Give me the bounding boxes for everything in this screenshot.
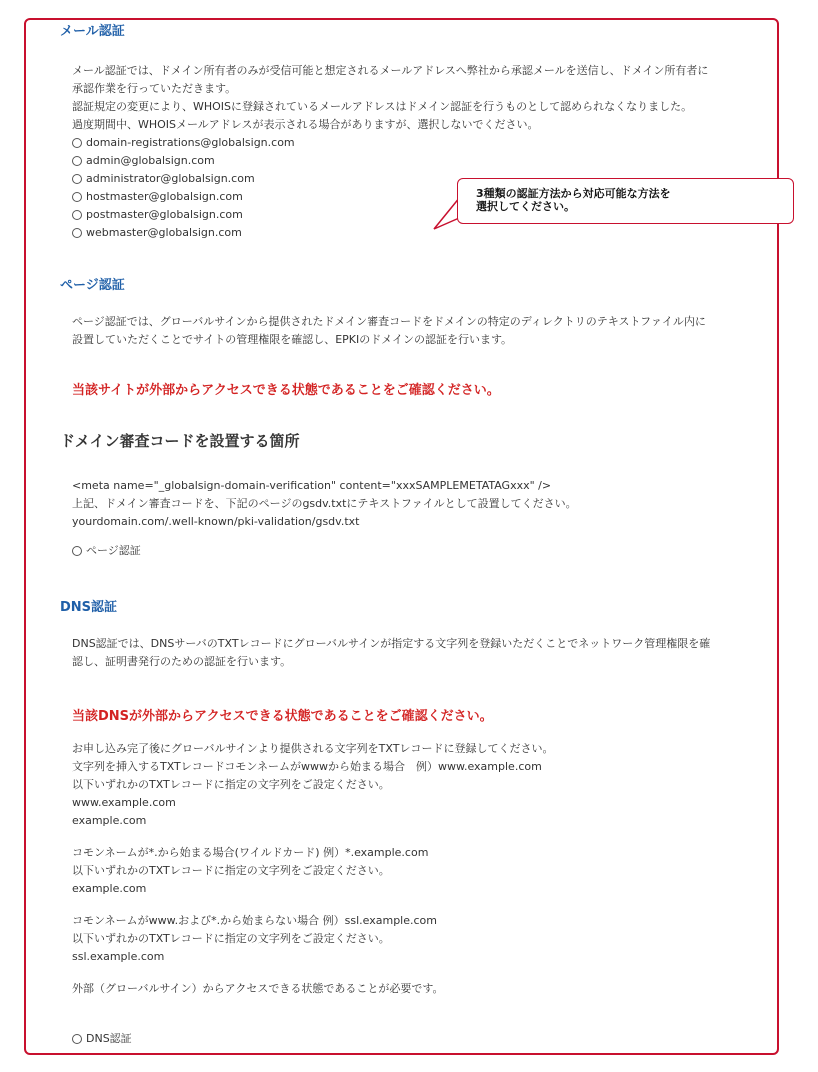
dns-instructions <box>72 740 772 998</box>
page-verification-radio[interactable] <box>72 542 141 560</box>
dns-b3-l2: 以下いずれかのTXTレコードに指定の文字列をご設定ください。 <box>72 932 390 945</box>
dns-desc-1: DNS認証では、DNSサーバのTXTレコードにグローバルサインが指定する文字列を登録いただくことでネットワーク管理権限を確 <box>72 637 711 650</box>
email-option-label: domain-registrations@globalsign.com <box>86 136 295 149</box>
email-option-label: admin@globalsign.com <box>86 154 215 167</box>
page-section <box>60 274 125 293</box>
page-section-title: ページ認証 <box>60 278 125 293</box>
email-option-label: administrator@globalsign.com <box>86 172 255 185</box>
radio-icon[interactable] <box>72 210 82 220</box>
dns-alert <box>72 705 493 724</box>
email-option-radio[interactable] <box>72 224 772 242</box>
email-option-radio[interactable] <box>72 152 772 170</box>
email-section-title: メール認証 <box>60 24 125 39</box>
page-alert <box>72 379 500 398</box>
email-option-label: hostmaster@globalsign.com <box>86 190 243 203</box>
callout-line-2: 選択してください。 <box>476 200 575 213</box>
dns-radio-row[interactable] <box>72 1030 132 1048</box>
dns-b2-l1: コモンネームが*.から始まる場合(ワイルドカード) 例）*.example.com <box>72 846 429 859</box>
dns-b3-l3: ssl.example.com <box>72 950 165 963</box>
radio-icon[interactable] <box>72 192 82 202</box>
dns-section <box>60 596 117 615</box>
callout-line-1: 3種類の認証方法から対応可能な方法を <box>476 187 671 200</box>
radio-icon[interactable] <box>72 228 82 238</box>
email-desc-4: 過度期間中、WHOISメールアドレスが表示される場合がありますが、選択しないでください。 <box>72 118 539 131</box>
dns-b1-l2: 文字列を挿入するTXTレコードコモンネームがwwwから始まる場合 例）www.example.com <box>72 760 542 773</box>
email-desc-3: 認証規定の変更により、WHOISに登録されているメールアドレスはドメイン認証を行うものとして認められなくなりました。 <box>72 100 693 113</box>
radio-icon[interactable] <box>72 138 82 148</box>
page-radio-row[interactable] <box>72 542 141 560</box>
dns-section-title: DNS認証 <box>60 600 118 615</box>
radio-icon[interactable] <box>72 156 82 166</box>
dns-verification-radio[interactable] <box>72 1030 132 1048</box>
page-desc-1: ページ認証では、グローバルサインから提供されたドメイン審査コードをドメインの特定のディレクトリのテキストファイル内に <box>72 315 706 328</box>
page-alert-text: 当該サイトが外部からアクセスできる状態であることをご確認ください。 <box>72 383 500 398</box>
dns-b2-l2: 以下いずれかのTXTレコードに指定の文字列をご設定ください。 <box>72 864 390 877</box>
radio-icon[interactable] <box>72 174 82 184</box>
callout-box <box>457 178 794 224</box>
page-section-body <box>72 313 772 349</box>
dns-note: 外部（グローバルサイン）からアクセスできる状態であることが必要です。 <box>72 982 444 995</box>
dns-alert-text: 当該DNSが外部からアクセスできる状態であることをご確認ください。 <box>72 709 493 724</box>
dns-radio-label: DNS認証 <box>86 1032 132 1045</box>
dns-b1-l1: お申し込み完了後にグローバルサインより提供される文字列をTXTレコードに登録してください。 <box>72 742 554 755</box>
page-code-1: <meta name="_globalsign-domain-verification" content="xxxSAMPLEMETATAGxxx" /> <box>72 479 552 492</box>
radio-icon[interactable] <box>72 1034 82 1044</box>
page-code-block <box>72 477 772 531</box>
page-subtitle <box>60 430 300 451</box>
dns-b1-l3: 以下いずれかのTXTレコードに指定の文字列をご設定ください。 <box>72 778 390 791</box>
dns-b3-l1: コモンネームがwww.および*.から始まらない場合 例）ssl.example.com <box>72 914 437 927</box>
dns-section-body <box>72 635 782 671</box>
page-code-2: 上記、ドメイン審査コードを、下記のページのgsdv.txtにテキストファイルとして設置してください。 <box>72 497 577 510</box>
dns-b1-l4: www.example.com <box>72 796 176 809</box>
dns-b1-l5: example.com <box>72 814 147 827</box>
dns-desc-2: 認し、証明書発行のための認証を行います。 <box>72 655 292 668</box>
email-option-radio[interactable] <box>72 134 772 152</box>
radio-icon[interactable] <box>72 546 82 556</box>
email-option-label: postmaster@globalsign.com <box>86 208 243 221</box>
email-option-label: webmaster@globalsign.com <box>86 226 242 239</box>
email-desc-1: メール認証では、ドメイン所有者のみが受信可能と想定されるメールアドレスへ弊社から承認メールを送信し、ドメイン所有者に <box>72 64 709 77</box>
page-subtitle-text: ドメイン審査コードを設置する箇所 <box>60 432 300 450</box>
dns-b2-l3: example.com <box>72 882 147 895</box>
page-desc-2: 設置していただくことでサイトの管理権限を確認し、EPKIのドメインの認証を行います。 <box>72 333 513 346</box>
email-section <box>60 20 125 39</box>
page-radio-label: ページ認証 <box>86 544 141 557</box>
page-code-3: yourdomain.com/.well-known/pki-validation/gsdv.txt <box>72 515 360 528</box>
email-desc-2: 承認作業を行っていただきます。 <box>72 82 237 95</box>
